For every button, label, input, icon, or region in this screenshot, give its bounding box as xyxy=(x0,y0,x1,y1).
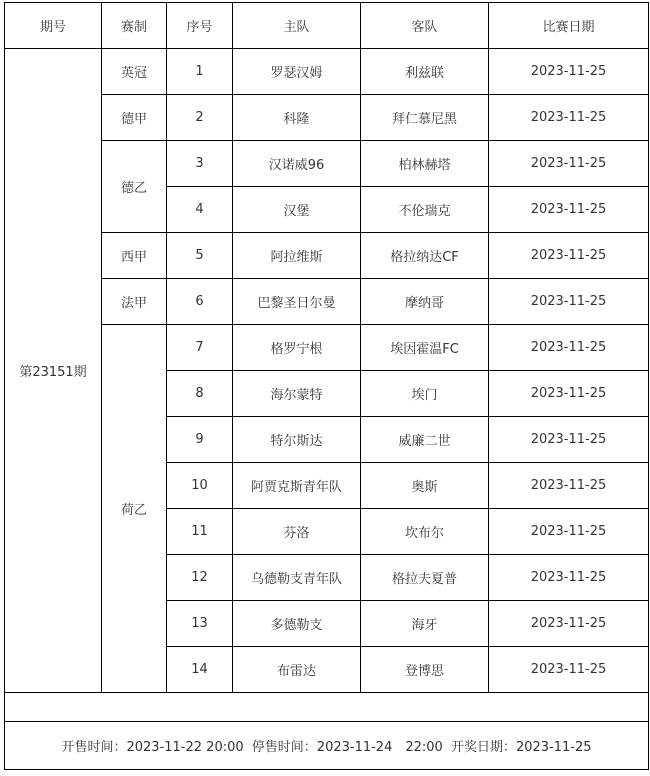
match-date: 2023-11-25 xyxy=(489,49,649,95)
away-team: 柏林赫塔 xyxy=(361,141,489,187)
match-number: 9 xyxy=(167,417,233,463)
match-number: 14 xyxy=(167,647,233,693)
league-cell: 西甲 xyxy=(102,233,167,279)
match-date: 2023-11-25 xyxy=(489,95,649,141)
period-cell: 第23151期 xyxy=(5,49,102,693)
match-number: 2 xyxy=(167,95,233,141)
home-team: 海尔蒙特 xyxy=(233,371,361,417)
table-row xyxy=(5,233,649,279)
league-cell: 英冠 xyxy=(102,49,167,95)
home-team: 乌德勒支青年队 xyxy=(233,555,361,601)
match-number: 13 xyxy=(167,601,233,647)
match-date: 2023-11-25 xyxy=(489,601,649,647)
draw-date: 2023-11-25 xyxy=(515,740,592,755)
table-row xyxy=(5,141,649,187)
home-team: 格罗宁根 xyxy=(233,325,361,371)
away-team: 不伦瑞克 xyxy=(361,187,489,233)
table-row xyxy=(5,279,649,325)
home-team: 阿拉维斯 xyxy=(233,233,361,279)
match-number: 3 xyxy=(167,141,233,187)
table-row xyxy=(5,95,649,141)
away-team: 利兹联 xyxy=(361,49,489,95)
away-team: 格拉夫夏普 xyxy=(361,555,489,601)
match-date: 2023-11-25 xyxy=(489,141,649,187)
match-date: 2023-11-25 xyxy=(489,555,649,601)
away-team: 奥斯 xyxy=(361,463,489,509)
home-team: 巴黎圣日尔曼 xyxy=(233,279,361,325)
away-team: 格拉纳达CF xyxy=(361,233,489,279)
draw-date-label: 开奖日期： xyxy=(450,740,516,755)
blank-cell xyxy=(5,693,649,722)
match-number: 4 xyxy=(167,187,233,233)
sale-start-time: 2023-11-22 20:00 xyxy=(126,740,244,755)
match-date: 2023-11-25 xyxy=(489,279,649,325)
match-number: 1 xyxy=(167,49,233,95)
away-team: 海牙 xyxy=(361,601,489,647)
away-team: 拜仁慕尼黑 xyxy=(361,95,489,141)
blank-row xyxy=(5,693,649,722)
home-team: 阿贾克斯青年队 xyxy=(233,463,361,509)
match-date: 2023-11-25 xyxy=(489,325,649,371)
footer-row xyxy=(5,722,649,770)
match-number: 7 xyxy=(167,325,233,371)
header-league: 赛制 xyxy=(102,3,167,49)
home-team: 汉堡 xyxy=(233,187,361,233)
table-row xyxy=(5,325,649,371)
sale-start-label: 开售时间： xyxy=(61,740,127,755)
sale-stop-label: 停售时间： xyxy=(251,740,317,755)
home-team: 汉诺威96 xyxy=(233,141,361,187)
header-number: 序号 xyxy=(167,3,233,49)
match-number: 8 xyxy=(167,371,233,417)
match-schedule-table xyxy=(4,2,649,770)
match-date: 2023-11-25 xyxy=(489,233,649,279)
match-number: 5 xyxy=(167,233,233,279)
header-home-team: 主队 xyxy=(233,3,361,49)
home-team: 芬洛 xyxy=(233,509,361,555)
home-team: 布雷达 xyxy=(233,647,361,693)
away-team: 威廉二世 xyxy=(361,417,489,463)
away-team: 埃因霍温FC xyxy=(361,325,489,371)
away-team: 登博思 xyxy=(361,647,489,693)
match-number: 10 xyxy=(167,463,233,509)
match-date: 2023-11-25 xyxy=(489,371,649,417)
match-number: 6 xyxy=(167,279,233,325)
league-cell: 德乙 xyxy=(102,141,167,233)
league-cell: 荷乙 xyxy=(102,325,167,693)
match-date: 2023-11-25 xyxy=(489,463,649,509)
header-row xyxy=(5,3,649,49)
header-away-team: 客队 xyxy=(361,3,489,49)
match-number: 11 xyxy=(167,509,233,555)
match-date: 2023-11-25 xyxy=(489,647,649,693)
home-team: 特尔斯达 xyxy=(233,417,361,463)
header-match-date: 比赛日期 xyxy=(489,3,649,49)
match-date: 2023-11-25 xyxy=(489,187,649,233)
home-team: 多德勒支 xyxy=(233,601,361,647)
home-team: 科隆 xyxy=(233,95,361,141)
header-period: 期号 xyxy=(5,3,102,49)
home-team: 罗瑟汉姆 xyxy=(233,49,361,95)
match-number: 12 xyxy=(167,555,233,601)
match-date: 2023-11-25 xyxy=(489,417,649,463)
away-team: 坎布尔 xyxy=(361,509,489,555)
away-team: 摩纳哥 xyxy=(361,279,489,325)
league-cell: 法甲 xyxy=(102,279,167,325)
away-team: 埃门 xyxy=(361,371,489,417)
sale-info xyxy=(5,722,649,770)
match-date: 2023-11-25 xyxy=(489,509,649,555)
league-cell: 德甲 xyxy=(102,95,167,141)
match-rows xyxy=(5,49,649,693)
sale-stop-time: 2023-11-24 22:00 xyxy=(316,740,443,755)
table-row xyxy=(5,49,649,95)
